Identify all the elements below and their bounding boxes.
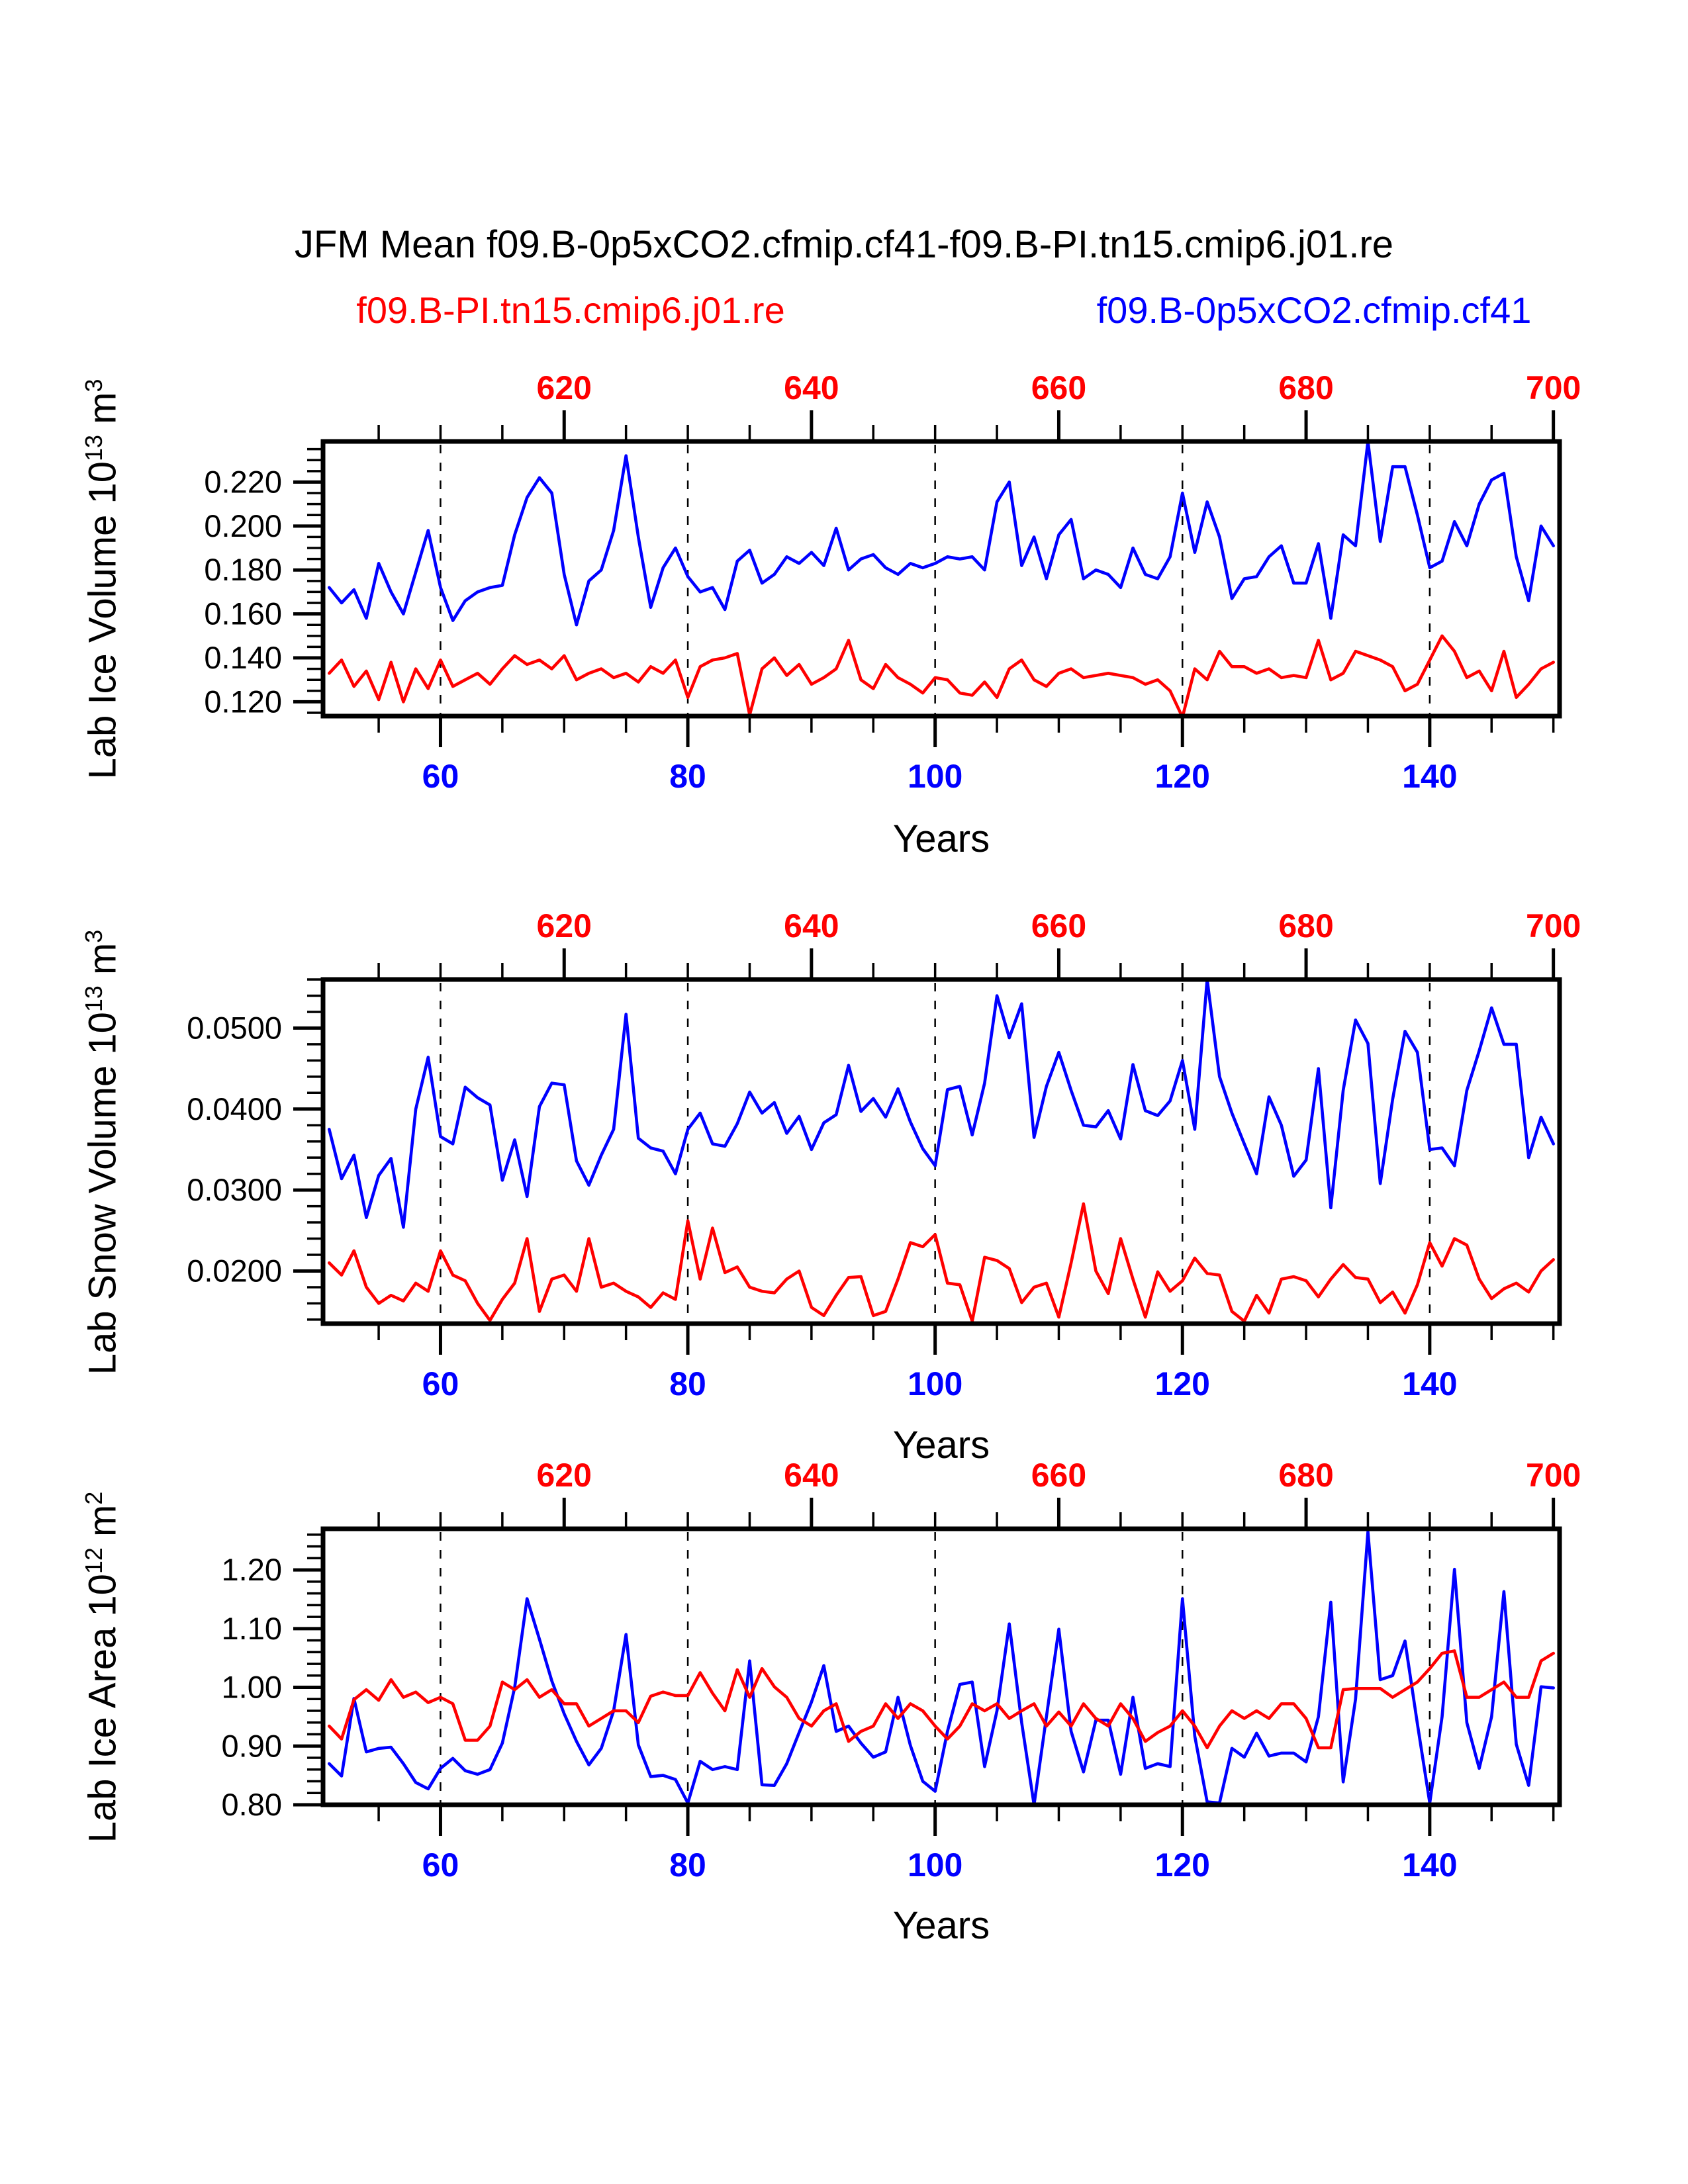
x-tick-label-top: 700 bbox=[1525, 1457, 1581, 1494]
x-tick-label-bottom: 60 bbox=[422, 1365, 459, 1402]
x-tick-label-bottom: 60 bbox=[422, 758, 459, 795]
legend-label-blue: f09.B-0p5xCO2.cfmip.cf41 bbox=[1096, 289, 1532, 331]
x-tick-label-bottom: 140 bbox=[1402, 1846, 1458, 1884]
series-line-red bbox=[329, 636, 1553, 717]
x-axis-title-panel-1: Years bbox=[892, 817, 990, 860]
x-axis-title-panel-3: Years bbox=[892, 1904, 990, 1947]
x-tick-label-top: 620 bbox=[536, 907, 592, 944]
x-tick-label-bottom: 80 bbox=[669, 1846, 706, 1884]
series-line-blue bbox=[329, 979, 1553, 1227]
x-tick-label-top: 680 bbox=[1278, 907, 1334, 944]
y-axis-title-snow-volume: Lab Snow Volume $10^{13}$ $m^3$ bbox=[80, 929, 124, 1375]
y-tick-label: 0.120 bbox=[204, 684, 282, 719]
y-tick-label: 1.10 bbox=[221, 1610, 282, 1646]
legend-label-red: f09.B-PI.tn15.cmip6.j01.re bbox=[356, 289, 785, 331]
y-tick-label: 0.180 bbox=[204, 552, 282, 588]
series-line-blue bbox=[329, 441, 1553, 625]
y-tick-label: 1.20 bbox=[221, 1552, 282, 1588]
x-tick-label-bottom: 60 bbox=[422, 1846, 459, 1884]
y-tick-label: 0.220 bbox=[204, 464, 282, 500]
x-tick-label-bottom: 100 bbox=[907, 758, 963, 795]
panel-lab-ice-area bbox=[222, 1457, 1581, 1884]
y-tick-label: 0.200 bbox=[204, 508, 282, 543]
x-tick-label-top: 700 bbox=[1525, 369, 1581, 406]
x-tick-label-bottom: 100 bbox=[907, 1365, 963, 1402]
x-tick-label-top: 640 bbox=[784, 1457, 839, 1494]
x-tick-label-bottom: 120 bbox=[1154, 1365, 1210, 1402]
x-tick-label-top: 620 bbox=[536, 1457, 592, 1494]
x-tick-label-top: 620 bbox=[536, 369, 592, 406]
y-tick-label: 1.00 bbox=[221, 1669, 282, 1705]
y-tick-label: 0.80 bbox=[221, 1787, 282, 1822]
x-tick-label-top: 660 bbox=[1031, 369, 1087, 406]
x-tick-label-top: 680 bbox=[1278, 1457, 1334, 1494]
y-tick-label: 0.0400 bbox=[187, 1091, 282, 1126]
x-tick-label-bottom: 140 bbox=[1402, 1365, 1458, 1402]
y-axis-title-ice-area: Lab Ice Area $10^{12}$ $m^2$ bbox=[80, 1491, 124, 1843]
series-line-red bbox=[329, 1204, 1553, 1321]
x-tick-label-top: 700 bbox=[1525, 907, 1581, 944]
y-tick-label: 0.140 bbox=[204, 640, 282, 676]
y-tick-label: 0.0500 bbox=[187, 1010, 282, 1046]
x-tick-label-bottom: 80 bbox=[669, 1365, 706, 1402]
panel-lab-snow-volume bbox=[187, 907, 1581, 1402]
panel-lab-ice-volume bbox=[204, 369, 1581, 795]
x-tick-label-top: 680 bbox=[1278, 369, 1334, 406]
x-tick-label-top: 660 bbox=[1031, 1457, 1087, 1494]
plot-frame bbox=[323, 979, 1560, 1324]
y-tick-label: 0.160 bbox=[204, 596, 282, 631]
x-axis-title-panel-2: Years bbox=[892, 1424, 990, 1467]
x-tick-label-bottom: 120 bbox=[1154, 1846, 1210, 1884]
x-tick-label-bottom: 80 bbox=[669, 758, 706, 795]
page-title: JFM Mean f09.B-0p5xCO2.cfmip.cf41-f09.B-PI.tn15.cmip6.j01.re bbox=[294, 223, 1394, 266]
series-line-blue bbox=[329, 1531, 1553, 1805]
y-tick-label: 0.0300 bbox=[187, 1172, 282, 1208]
y-tick-label: 0.0200 bbox=[187, 1253, 282, 1289]
x-tick-label-top: 640 bbox=[784, 369, 839, 406]
x-tick-label-top: 640 bbox=[784, 907, 839, 944]
x-tick-label-bottom: 100 bbox=[907, 1846, 963, 1884]
x-tick-label-top: 660 bbox=[1031, 907, 1087, 944]
y-axis-title-ice-volume: Lab Ice Volume $10^{13}$ $m^3$ bbox=[80, 379, 124, 780]
y-tick-label: 0.90 bbox=[221, 1728, 282, 1764]
x-tick-label-bottom: 140 bbox=[1402, 758, 1458, 795]
x-tick-label-bottom: 120 bbox=[1154, 758, 1210, 795]
